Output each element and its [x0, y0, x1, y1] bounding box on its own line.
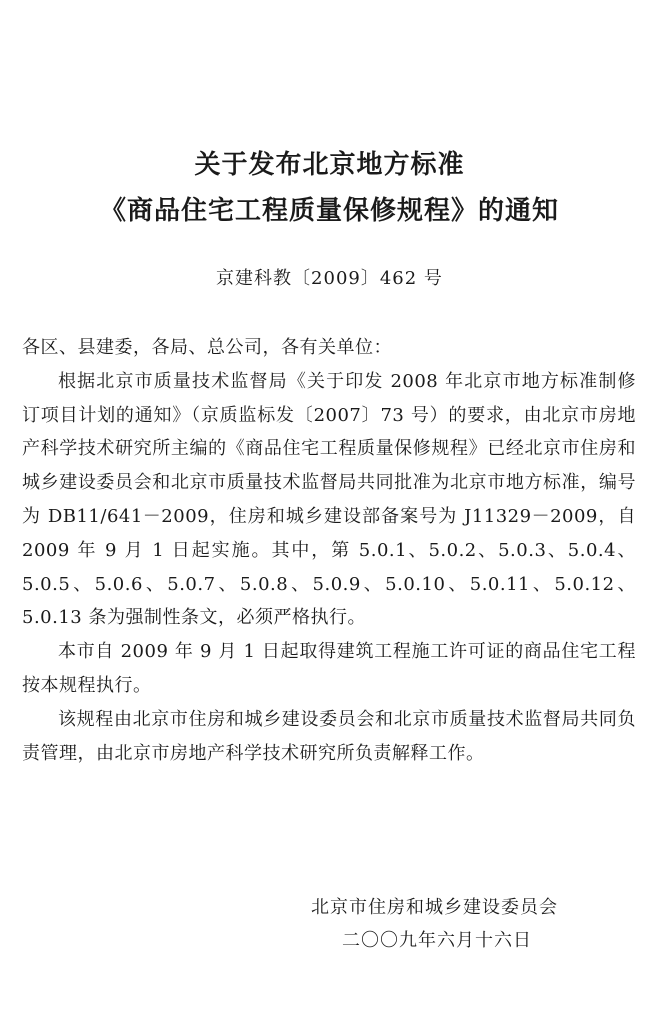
notice-title-line-2: 《商品住宅工程质量保修规程》的通知	[99, 196, 559, 226]
notice-body	[22, 331, 636, 770]
paragraph-1: 根据北京市质量技术监督局《关于印发 2008 年北京市地方标准制修订项目计划的通知》（京质监标发〔2007〕73 号）的要求，由北京市房地产科学技术研究所主编的《商品住宅工程质量保修规程》已经北京市住房和城乡建设委员会和北京市质量技术监督局共同批准为北京市地方标准，编号为 DB11/641－2009，住房和城乡建设部备案号为 J11329－2009，自 2009 年 9 月 1 日起实施。其中，第 5.0.1、5.0.2、5.0.3、5.0.4、5.0.5、5.0.6、5.0.7、5.0.8、5.0.9、5.0.10、5.0.11、5.0.12、5.0.13 条为强制性条文，必须严格执行。	[22, 370, 636, 629]
document-number: 京建科教〔2009〕462 号	[216, 268, 443, 289]
salutation: 各区、县建委，各局、总公司，各有关单位：	[22, 337, 392, 358]
paragraph-2: 本市自 2009 年 9 月 1 日起取得建筑工程施工许可证的商品住宅工程按本规程执行。	[22, 641, 636, 696]
notice-title-line-1: 关于发布北京地方标准	[194, 150, 465, 180]
paragraph-3: 该规程由北京市住房和城乡建设委员会和北京市质量技术监督局共同负责管理，由北京市房地产科学技术研究所负责解释工作。	[22, 708, 636, 764]
signature-date: 二〇〇九年六月十六日	[342, 930, 532, 951]
signature-organization: 北京市住房和城乡建设委员会	[311, 897, 558, 918]
